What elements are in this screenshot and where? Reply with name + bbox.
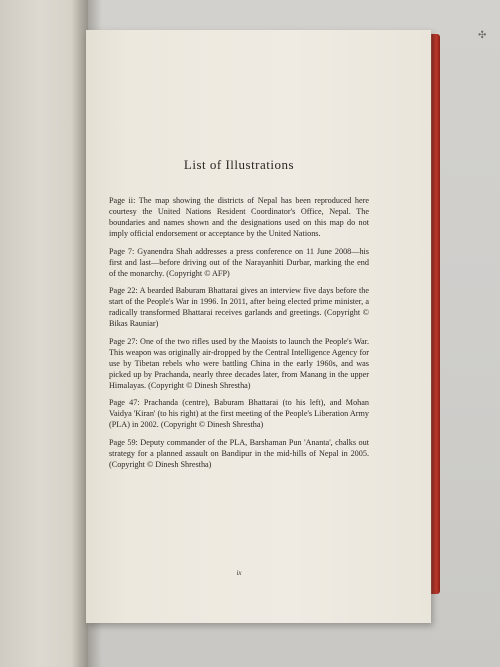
illustration-entry-page-ii: Page ii: The map showing the districts of Nepal has been reproduced here courtesy the United Nations Resident Coordinator's Office, Nepal. The boundaries and names shown and the designations used on this map do not imply official endorsement or acceptance by the United Nations. [109, 196, 369, 239]
registration-mark-icon: ✣ [478, 30, 487, 41]
page-number: ix [236, 569, 242, 577]
book-page [86, 30, 431, 623]
page-title: List of Illustrations [183, 157, 295, 172]
illustration-entry-page-59: Page 59: Deputy commander of the PLA, Barshaman Pun 'Ananta', chalks out strategy for a planned assault on Bandipur in the mid-hills of Nepal in 2005. (Copyright © Dinesh Shrestha) [109, 437, 369, 469]
illustration-list [109, 195, 369, 476]
illustration-entry-page-47: Page 47: Prachanda (centre), Baburam Bhattarai (to his left), and Mohan Vaidya 'Kiran' (to his right) at the first meeting of the People's Liberation Army (PLA) in 2002. (Copyright © Dinesh Shrestha) [109, 398, 369, 430]
illustration-entry-page-27: Page 27: One of the two rifles used by the Maoists to launch the People's War. This weapon was originally air-dropped by the Central Intelligence Agency for use by Tibetan rebels who were battling China in the early 1960s, and was picked up by Prachanda, nearly three decades later, from Manang in the upper Himalayas. (Copyright © Dinesh Shrestha) [109, 336, 369, 390]
illustration-entry-page-22: Page 22: A bearded Baburam Bhattarai gives an interview five days before the start of the People's War in 1996. In 2011, after being elected prime minister, a radically transformed Bhattarai receives garlands and greetings. (Copyright © Bikas Rauniar) [109, 286, 369, 329]
illustration-entry-page-7: Page 7: Gyanendra Shah addresses a press conference on 11 June 2008—his first and last—before driving out of the Narayanhiti Durbar, marking the end of the monarchy. (Copyright © AFP) [109, 246, 369, 278]
